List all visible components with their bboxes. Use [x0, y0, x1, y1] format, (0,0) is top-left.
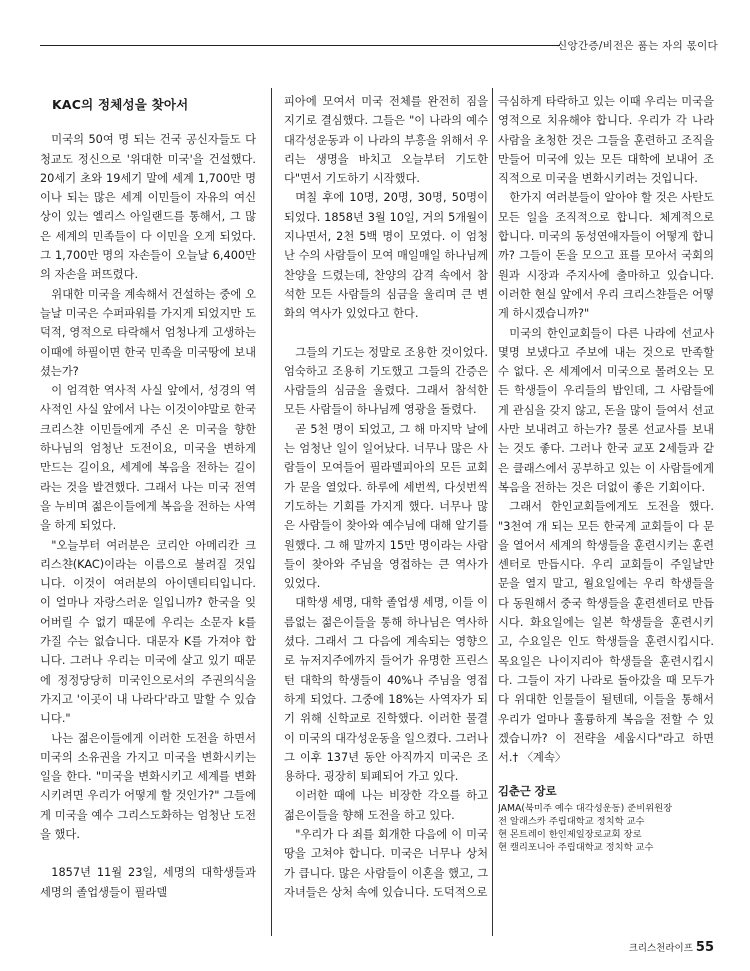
paragraph: 나는 젊은이들에게 이러한 도전을 하면서 미국의 소유권을 가지고 미국을 변화시키는 일을 한다. "미국을 변화시키고 세계를 변화시키려면 우리가 어떻게 할 것인가?" 그들에게 미국을 예수 그리스도화하는 엄청난 도전을 했다.	[40, 731, 256, 841]
paragraph: 미국의 50여 명 되는 건국 공신자들도 다 청교도 정신으로 '위대한 미국'을 건설했다. 20세기 초와 19세기 말에 세계 1,700만 명이나 되는 많은 세계 이민들이 자유의 여신상이 있는 엘리스 아일랜드를 통해서, 그 많은 세계의 민족들이 다 이민을 오게 되었다. 그 1,700만 명의 자손들이 오늘날 6,400만의 자손을 퍼뜨렸다.	[40, 133, 256, 282]
paragraph: 한가지 여러분들이 알아야 할 것은 사탄도 모든 일을 조직적으로 합니다. 체계적으로 합니다. 미국의 동성연애자들이 어떻게 합니까? 그들이 돈을 모으고 표를 모아서 국회의원과 시장과 주지사에 출마하고 있습니다. 이러한 현실 앞에서 우리 크리스챤들은 어떻게 하시겠습니까?"	[498, 191, 714, 321]
paragraph: 피아에 모여서 미국 전체를 완전히 짐을 지기로 결심했다. 그들은 "이 나라의 예수 대각성운동과 이 나라의 부흥을 위해서 우리는 생명을 바치고 오늘부터 기도한다"면서 기도하기 시작했다.	[284, 95, 488, 186]
page-number: 55	[695, 940, 714, 955]
paragraph: 이 엄격한 역사적 사실 앞에서, 성경의 역사적인 사실 앞에서 나는 이것이야말로 한국 크리스챤 이민들에게 주신 온 미국을 향한 하나님의 엄청난 도전이요, 미국을 변하게 만드는 길이요, 세계에 복음을 전하는 길이라는 것을 발견했다. 그래서 나는 미국 전역을 누비며 젊은이들에게 복음을 전하는 사역을 하게 되었다.	[40, 384, 256, 533]
paragraph: 이러한 때에 나는 비장한 각오를 하고 젊은이들을 향해 도전을 하고 있다.	[284, 789, 488, 822]
author-bio-line: JAMA(북미주 예수 대각성운동) 준비위원장	[498, 803, 673, 815]
magazine-name: 크리스천라이프	[628, 943, 693, 954]
paragraph: "오늘부터 여러분은 코리안 아메리칸 크리스챤(KAC)이라는 이름으로 불려질 것입니다. 이것이 여러분의 아이덴티티입니다. 이 얼마나 자랑스러운 일입니까? 한국을 잊어버릴 수 없기 때문에 우리는 소문자 k를 가질 수는 없습니다. 대문자 K를 가져야 합니다. 그러나 우리는 미국에 살고 있기 때문에 정정당당히 미국인으로서의 주권의식을 가지고 '이곳이 내 나라다'라고 말할 수 있습니다."	[40, 538, 256, 726]
header-rule	[40, 45, 560, 46]
paragraph: 며칠 후에 10명, 20명, 30명, 50명이 되었다. 1858년 3월 10일, 거의 5개월이 지나면서, 2천 5백 명이 모였다. 이 엄청난 수의 사람들이 모여 매일매일 하나님께 찬양을 드렸는데, 찬양의 감격 속에서 참석한 모든 사람들의 심금을 울리며 큰 변화의 역사가 있었다고 한다.	[284, 191, 488, 321]
article-column-3	[498, 92, 714, 930]
paragraph: 그들의 기도는 정말로 조용한 것이었다. 엄숙하고 조용히 기도했고 그들의 간증은 사람들의 심금을 울렸다. 그래서 참석한 모든 사람들이 하나님께 영광을 돌렸다.	[284, 345, 488, 417]
article-column-1	[40, 92, 256, 930]
paragraph: 위대한 미국을 계속해서 건설하는 중에 오늘날 미국은 수퍼파워를 가지게 되었지만 도덕적, 영적으로 타락해서 엄청나게 고생하는 이때에 하필이면 한국 민족을 미국땅에 보내셨는가?	[40, 287, 256, 378]
column-divider	[271, 88, 272, 936]
paragraph: 곧 5천 명이 되었고, 그 해 마지막 날에는 엄청난 일이 일어났다. 너무나 많은 사람들이 모여들어 필라델피아의 모든 교회가 문을 열었다. 하루에 세번씩, 다섯번씩 기도하는 기회를 가지게 했다. 너무나 많은 사람들이 찾아와 예수님에 대해 알기를 원했다. 그 해 말까지 15만 명이라는 사람들이 찾아와 주님을 영접하는 큰 역사가 있었다.	[284, 422, 488, 591]
column-divider	[492, 88, 493, 936]
author-bio-line: 전 알래스카 주립대학교 정치학 교수	[498, 816, 645, 828]
subsection-title: KAC의 정체성을 찾아서	[52, 97, 189, 112]
author-name: 김춘근 장로	[498, 785, 557, 799]
author-byline	[498, 785, 714, 854]
article-column-2	[284, 92, 488, 930]
paragraph: "우리가 다 죄를 회개한 다음에 이 미국땅을 고쳐야 합니다. 미국은 너무나 상처가 큽니다. 많은 사람들이 이혼을 했고, 그 자녀들은 상처 속에 있습니다. 도덕적으로	[284, 827, 488, 899]
paragraph: 1857년 11월 23일, 세명의 대학생들과 세명의 졸업생들이 필라델	[40, 866, 256, 899]
paragraph: 극심하게 타락하고 있는 이때 우리는 미국을 영적으로 치유해야 합니다. 우리가 각 나라 사람을 초청한 것은 그들을 훈련하고 조직을 만들어 미국에 있는 모든 대학에 보내어 조직적으로 미국을 변화시키려는 것입니다.	[498, 95, 714, 186]
paragraph: 대학생 세명, 대학 졸업생 세명, 이들 이름없는 젊은이들을 통해 하나님은 역사하셨다. 그래서 그 다음에 계속되는 영향으로 뉴저지주에까지 들어가 유명한 프린스턴 대학의 학생들이 40%나 주님을 영접하게 되었다. 그중에 18%는 사역자가 되기 위해 신학교로 진학했다. 이러한 물결이 미국의 대각성운동을 일으켰다. 그러나 그 이후 137년 동안 아직까지 미국은 조용하다. 굉장히 퇴폐되어 가고 있다.	[284, 596, 488, 784]
page-footer	[629, 940, 714, 955]
running-header	[40, 36, 718, 56]
paragraph-gap	[284, 324, 488, 343]
paragraph-gap	[40, 844, 256, 863]
section-title: 신앙간증/비전은 품는 자의 몫이다	[557, 40, 718, 52]
paragraph: 미국의 한인교회들이 다른 나라에 선교사 몇명 보냈다고 주보에 내는 것으로 만족할 수 없다. 온 세계에서 미국으로 몰려오는 모든 학생들이 우리들의 밥인데, 그 사람들에게 관심을 갖지 않고, 돈을 많이 들여서 선교사만 보내려고 하는가? 물론 선교사를 보내는 것도 좋다. 그러나 한국 교포 2세들과 같은 클래스에서 공부하고 있는 이 사람들에게 복음을 전하는 것은 더없이 좋은 기회이다.	[498, 326, 714, 494]
paragraph: 그래서 한인교회들에게도 도전을 했다. "3천여 개 되는 모든 한국계 교회들이 다 문을 열어서 세계의 학생들을 훈련시키는 훈련센터로 만듭시다. 우리 교회들이 주일날만 문을 열지 말고, 월요일에는 우리 학생들을 다 동원해서 중국 학생들을 훈련센터로 만듭시다. 화요일에는 일본 학생들을 훈련시키고, 수요일은 인도 학생들을 훈련시킵시다. 목요일은 나이지리아 학생들을 훈련시킵시다. 그들이 자기 나라로 돌아갔을 때 모두가 다 위대한 인물들이 될텐데, 이들을 통해서 우리가 얼마나 훌륭하게 복음을 전할 수 있겠습니까? 이 전략을 세웁시다"라고 하면서.† 〈계속〉	[498, 500, 714, 765]
author-bio-line: 현 몬트레이 한인제일장로교회 장로	[498, 829, 642, 841]
author-bio-line: 현 캘리포니아 주립대학교 정치학 교수	[498, 842, 654, 854]
